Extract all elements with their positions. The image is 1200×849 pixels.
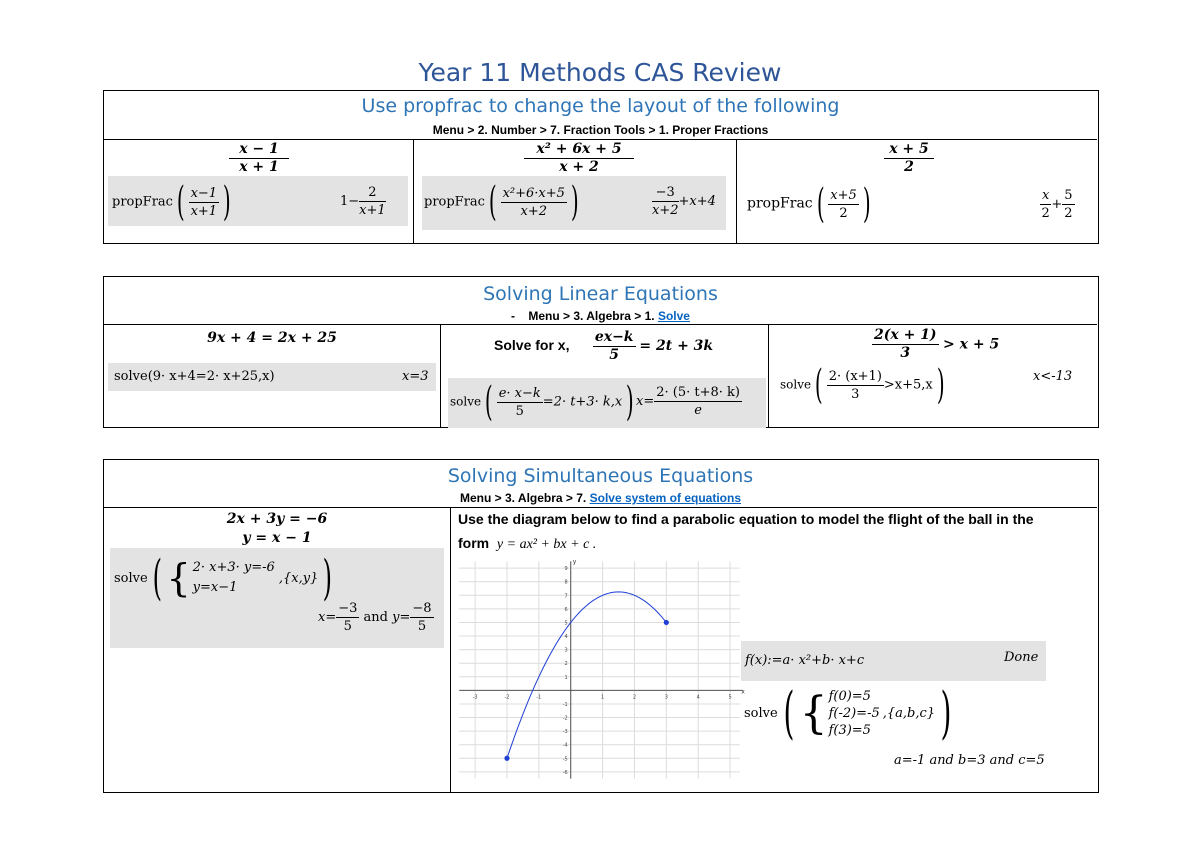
menu-path: Menu > 3. Algebra > 7. Solve system of equations: [460, 491, 741, 505]
menu-path: - Menu > 3. Algebra > 1. Solve: [511, 309, 690, 323]
command-name: solve: [114, 570, 148, 586]
problem-fraction: x − 1 x + 1: [229, 141, 289, 175]
y-tick-label: 7: [564, 593, 568, 600]
parabola-curve: [507, 592, 666, 758]
problem-equation: Solve for x, $\frac{ex-k}{5}$ = 2t + 3k: [494, 329, 714, 363]
x-tick-label: 5: [728, 694, 732, 701]
calc-entry: solve( $\frac{e\cdot x-k}{5}$ =2· t+3· k,x) x= $\frac{2\cdot (5\cdot t+8\cdot k)}{e}$: [448, 378, 766, 428]
y-tick-label: 2: [564, 661, 568, 668]
section-title: Use propfrac to change the layout of the following: [361, 95, 840, 117]
command-name: propFrac: [747, 195, 813, 212]
y-axis-label: y: [572, 560, 577, 566]
y-tick-label: -3: [562, 729, 568, 736]
result: a=-1 and b=3 and c=5: [894, 753, 1045, 768]
calc-entry: propFrac( $\frac{x+5}{2}$ ): [747, 181, 871, 227]
section-title: Solving Simultaneous Equations: [447, 465, 754, 487]
done-label: Done: [1004, 650, 1039, 665]
calc-entry: solve ( { 2· x+3· y=-6 y=x−1 ,{x,y} ) x= $\frac{-3}{5}$ and y= $\frac{-8}{5}$: [110, 548, 444, 648]
y-tick-label: -2: [562, 715, 568, 722]
x-tick-label: -3: [472, 694, 478, 701]
problem-fraction: x + 5 2: [884, 141, 934, 175]
solve-link[interactable]: Solve: [657, 309, 690, 323]
problem-equation: 9x + 4 = 2x + 25: [207, 330, 337, 346]
result: x=3: [402, 369, 429, 384]
y-tick-label: 3: [564, 647, 568, 654]
x-tick-label: 3: [664, 694, 668, 701]
linear-equations-section: [103, 276, 1099, 428]
y-tick-label: 9: [564, 566, 568, 573]
equation-1: 2x + 3y = −6: [226, 511, 328, 527]
calc-entry: propFrac( $\frac{x-1}{x+1}$ ) 1− $\frac{2}{x+1}$: [108, 176, 408, 226]
x-axis-label: x: [741, 688, 745, 696]
problem-inequality: $\frac{2(x + 1)}{3}$ > x + 5: [874, 327, 1000, 361]
y-tick-label: -6: [562, 769, 568, 776]
result: x<-13: [1033, 369, 1073, 384]
solve-system-link[interactable]: Solve system of equations: [589, 491, 741, 505]
solve-system-entry: solve ( { f(0)=5 f(-2)=-5 f(3)=5 ,{a,b,c} ): [744, 680, 952, 746]
simultaneous-equations-section: [103, 459, 1099, 793]
form-text: form y = ax² + bx + c .: [458, 535, 597, 552]
y-tick-label: 8: [564, 579, 568, 586]
command-name: solve: [744, 706, 778, 721]
problem-fraction: x² + 6x + 5 x + 2: [524, 141, 634, 175]
command-name: propFrac: [112, 194, 173, 210]
y-tick-label: -4: [562, 742, 568, 749]
result: $\frac{x}{2}$ + $\frac{5}{2}$: [1041, 188, 1073, 221]
x-tick-label: 1: [600, 694, 605, 701]
command-name: solve: [450, 394, 482, 409]
x-tick-label: 2: [632, 694, 637, 701]
parabola-graph: [456, 560, 746, 780]
propfrac-section: [103, 90, 1099, 244]
data-point: [664, 620, 669, 625]
y-tick-label: 4: [564, 634, 568, 641]
x-tick-label: 4: [696, 694, 700, 701]
calc-entry: [108, 363, 436, 391]
calc-entry: propFrac( $\frac{\text{x²+6·x+5}}{x+2}$ ) $\frac{-3}{x+2}$ +x+4: [422, 176, 726, 230]
x-tick-label: -2: [504, 694, 510, 701]
define-command: f(x):=a· x²+b· x+c: [745, 653, 865, 668]
y-tick-label: 6: [564, 606, 568, 613]
y-tick-label: -1: [562, 701, 568, 708]
command: solve(9· x+4=2· x+25,x): [114, 369, 275, 384]
y-tick-label: 1: [564, 674, 568, 681]
result: 1− $\frac{2}{x+1}$: [340, 185, 386, 218]
page-title: Year 11 Methods CAS Review: [418, 58, 782, 87]
command-name: solve: [780, 377, 812, 392]
equation-2: y = x − 1: [242, 530, 312, 546]
define-entry: [741, 641, 1046, 681]
result: x= $\frac{2\cdot (5\cdot t+8\cdot k)}{e}$: [636, 385, 740, 418]
y-tick-label: -5: [562, 756, 568, 763]
x-tick-label: -1: [536, 694, 542, 701]
command-name: propFrac: [424, 194, 485, 210]
result: x= $\frac{-3}{5}$ and y= $\frac{-8}{5}$: [318, 601, 432, 634]
calc-entry: solve( $\frac{2\cdot (x+1)}{3}$ >x+5,x): [780, 362, 945, 408]
menu-path: Menu > 2. Number > 7. Fraction Tools > 1. Proper Fractions: [432, 123, 769, 137]
data-point: [504, 756, 509, 761]
section-title: Solving Linear Equations: [483, 283, 718, 305]
y-tick-label: 5: [564, 620, 568, 627]
result: $\frac{-3}{x+2}$ +x+4: [652, 185, 716, 218]
instruction-text: Use the diagram below to find a parabolic equation to model the flight of the ball in the: [458, 511, 1034, 527]
